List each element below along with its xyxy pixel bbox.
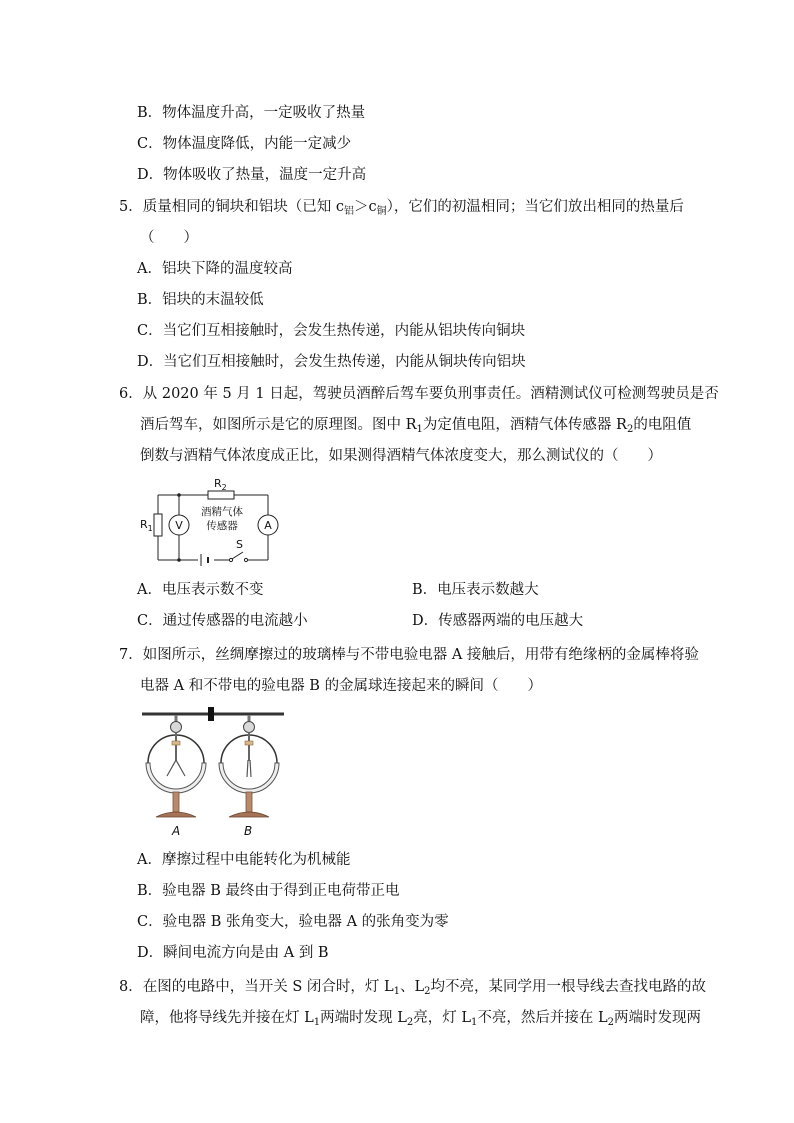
r1-label: $R_1$ <box>140 518 153 533</box>
q8-line2-a: 障，他将导线先并接在灯 L <box>140 1010 314 1026</box>
q8-number: 8． <box>119 979 143 995</box>
q6-option-b: B．电压表示数越大 <box>412 582 539 598</box>
q8-line2-d: 不亮，然后并接在 L <box>477 1010 608 1026</box>
q5-option-a: A．铝块下降的温度较高 <box>137 261 293 277</box>
q5-stem-b: ），它们的初温相同；当它们放出相同的热量后 <box>386 199 684 215</box>
q8-line2-c: 亮，灯 L <box>413 1010 471 1026</box>
sensor-label-line1: 酒精气体 <box>201 506 243 518</box>
q5-stem <box>119 197 684 222</box>
q8-line1-b: 均不亮，某同学用一根导线去查找电路的故 <box>430 979 707 995</box>
junction-dot <box>177 558 181 562</box>
q5-stem-a: 质量相同的铜块和铝块（已知 c <box>142 199 344 215</box>
q4-option-b: B．物体温度升高，一定吸收了热量 <box>137 105 366 121</box>
electroscope-b <box>219 715 279 817</box>
q5-option-c: C．当它们互相接触时，会发生热传递，内能从铝块传向铜块 <box>137 323 526 339</box>
q6-line2-b: 为定值电阻，酒精气体传感器 R <box>422 417 627 433</box>
q8-sep: 、L <box>400 979 425 995</box>
switch-contact <box>244 558 247 561</box>
q8-line2-sub3: 1 <box>471 1017 478 1028</box>
q7-option-b: B．验电器 B 最终由于得到正电荷带正电 <box>137 883 400 899</box>
q6-line2-sub1: 1 <box>416 424 423 435</box>
sensor-label-line2: 传感器 <box>206 520 238 532</box>
insulating-handle <box>208 707 214 721</box>
q8-line2-b: 两端时发现 L <box>320 1010 407 1026</box>
q7-stem-line1 <box>119 645 699 665</box>
q8-line2-sub1: 1 <box>313 1017 321 1028</box>
q8-l2-sub: 2 <box>424 986 431 997</box>
q5-option-d: D．当它们互相接触时，会发生热传递，内能从铜块传向铝块 <box>137 354 526 370</box>
q4-option-d: D．物体吸收了热量，温度一定升高 <box>137 167 367 183</box>
q5-stem-gt: ＞c <box>353 199 377 215</box>
q8-line2-sub2: 2 <box>406 1017 414 1028</box>
q5-sub-al: 铝 <box>343 206 354 217</box>
q5-number: 5． <box>119 199 143 215</box>
electroscope-a-label: A <box>172 824 181 838</box>
q7-line1-text: 如图所示，丝绸摩擦过的玻璃棒与不带电验电器 A 接触后，用带有绝缘柄的金属棒将验 <box>142 647 699 663</box>
q6-stem-line3: 倒数与酒精气体浓度成正比，如果测得酒精气体浓度变大，那么测试仪的（ ） <box>140 448 662 464</box>
q7-option-a: A．摩擦过程中电能转化为机械能 <box>137 852 351 868</box>
q7-option-c: C．验电器 B 张角变大，验电器 A 的张角变为零 <box>137 914 449 930</box>
voltmeter-label: V <box>175 519 183 532</box>
q6-circuit-diagram <box>138 474 288 570</box>
q6-line2-c: 的电阻值 <box>633 417 692 433</box>
q5-option-b: B．铝块的末温较低 <box>137 292 264 308</box>
q7-option-d: D．瞬间电流方向是由 A 到 B <box>137 945 329 961</box>
r2-label: $R_2$ <box>214 477 227 492</box>
switch-lever <box>232 552 243 559</box>
q8-l1-sub: 1 <box>393 986 400 997</box>
r1-resistor-symbol <box>154 514 162 536</box>
q6-stem-line2 <box>140 415 691 440</box>
q6-option-d: D．传感器两端的电压越大 <box>412 613 584 629</box>
q8-line2-e: 两端时发现两 <box>614 1010 701 1026</box>
q6-line1-text: 从 2020 年 5 月 1 日起，驾驶员酒醉后驾车要负刑事责任。酒精测试仪可检测驾驶员是否 <box>142 386 719 402</box>
q5-sub-cu: 铜 <box>376 206 387 217</box>
q8-stem-line2 <box>140 1008 701 1033</box>
q6-option-c: C．通过传感器的电流越小 <box>137 613 308 629</box>
q6-option-a: A．电压表示数不变 <box>137 582 264 598</box>
q6-stem-line1 <box>119 384 719 404</box>
r2-resistor-symbol <box>208 491 234 499</box>
q7-number: 7． <box>119 647 143 663</box>
q7-stem-line2: 电器 A 和不带电的验电器 B 的金属球连接起来的瞬间（ ） <box>140 678 543 694</box>
q6-line2-sub2: 2 <box>626 424 634 435</box>
junction-dot <box>177 493 181 497</box>
q8-stem-line1 <box>119 977 706 1002</box>
q7-electroscope-figure <box>138 703 288 838</box>
q8-line1-a: 在图的电路中，当开关 S 闭合时，灯 L <box>142 979 394 995</box>
q6-line2-a: 酒后驾车，如图所示是它的原理图。图中 R <box>140 417 417 433</box>
q5-paren: （ ） <box>140 230 198 246</box>
switch-label: S <box>236 538 243 551</box>
q4-option-c: C．物体温度降低，内能一定减少 <box>137 136 352 152</box>
electroscope-b-label: B <box>244 824 253 838</box>
q8-line2-sub4: 2 <box>607 1017 614 1028</box>
electroscope-a <box>146 715 206 817</box>
q6-number: 6． <box>119 386 143 402</box>
ammeter-label: A <box>264 519 272 532</box>
